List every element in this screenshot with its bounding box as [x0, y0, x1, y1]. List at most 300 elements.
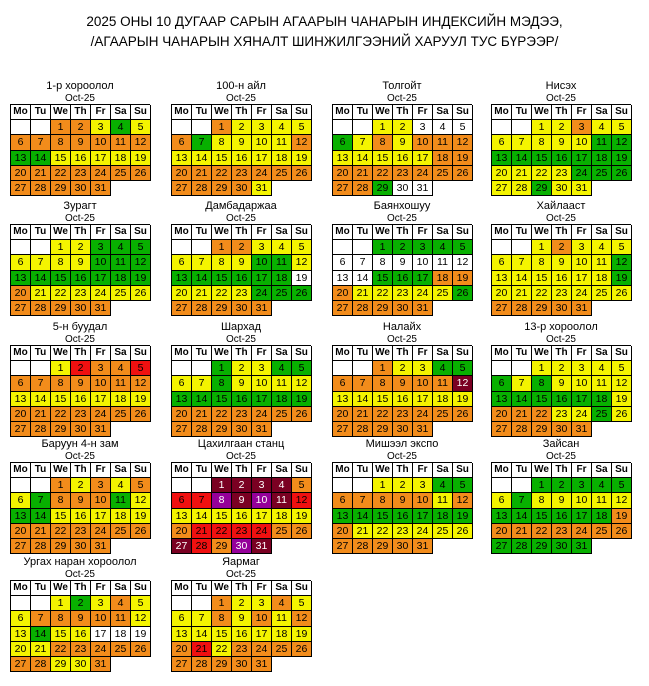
weekday-header: We [532, 463, 552, 478]
day-cell: 15 [212, 271, 232, 286]
day-cell: 1 [51, 240, 71, 255]
day-cell: 5 [292, 361, 312, 376]
day-cell: 6 [172, 611, 192, 626]
weekday-header: Tu [31, 581, 51, 596]
weekday-header: Tu [353, 105, 373, 120]
day-cell: 21 [353, 166, 373, 181]
day-cell: 14 [512, 271, 532, 286]
day-cell: 19 [453, 151, 473, 166]
calendar-grid [332, 104, 472, 196]
day-cell: 12 [612, 376, 632, 391]
station-calendar [10, 321, 150, 437]
day-cell: 22 [532, 166, 552, 181]
day-cell: 31 [572, 301, 592, 316]
day-cell: 9 [71, 376, 91, 391]
calendar-grid [491, 104, 631, 196]
day-cell: 6 [492, 135, 512, 150]
day-cell: 9 [71, 493, 91, 508]
day-cell: 6 [172, 376, 192, 391]
day-cell: 16 [552, 271, 572, 286]
empty-cell [453, 301, 473, 316]
day-cell: 30 [71, 539, 91, 554]
month-label: Oct-25 [225, 451, 256, 462]
day-cell: 12 [612, 255, 632, 270]
day-cell: 30 [232, 422, 252, 437]
weekday-header: Sa [272, 581, 292, 596]
empty-cell [131, 539, 151, 554]
weekday-header: Th [552, 463, 572, 478]
day-cell: 4 [433, 478, 453, 493]
day-cell: 5 [131, 478, 151, 493]
day-cell: 22 [51, 407, 71, 422]
day-cell: 13 [333, 392, 353, 407]
day-cell: 19 [453, 271, 473, 286]
empty-cell [172, 596, 192, 611]
station-name: Цахилгаан станц [197, 438, 285, 450]
empty-cell [353, 478, 373, 493]
month-label: Oct-25 [64, 334, 95, 345]
day-cell: 27 [333, 301, 353, 316]
day-cell: 11 [433, 135, 453, 150]
empty-cell [453, 539, 473, 554]
day-cell: 7 [512, 376, 532, 391]
day-cell: 13 [333, 509, 353, 524]
weekday-header: We [51, 463, 71, 478]
day-cell: 17 [413, 392, 433, 407]
day-cell: 14 [192, 392, 212, 407]
day-cell: 8 [212, 255, 232, 270]
day-cell: 16 [552, 509, 572, 524]
station-calendar [491, 80, 631, 196]
empty-cell [292, 301, 312, 316]
empty-cell [131, 301, 151, 316]
day-cell: 12 [292, 493, 312, 508]
day-cell: 2 [232, 120, 252, 135]
day-cell: 16 [393, 151, 413, 166]
station-name: Шархад [220, 321, 262, 333]
day-cell: 7 [353, 135, 373, 150]
weekday-header: Su [612, 346, 632, 361]
day-cell: 13 [172, 509, 192, 524]
day-cell: 7 [192, 135, 212, 150]
day-cell: 2 [552, 478, 572, 493]
weekday-header: Sa [433, 225, 453, 240]
day-cell: 4 [433, 361, 453, 376]
calendar-grid [171, 104, 311, 196]
day-cell: 20 [172, 286, 192, 301]
weekday-header: Fr [91, 105, 111, 120]
day-cell: 11 [592, 376, 612, 391]
weekday-header: Th [71, 581, 91, 596]
month-label: Oct-25 [64, 569, 95, 580]
day-cell: 27 [492, 181, 512, 196]
day-cell: 5 [612, 478, 632, 493]
weekday-header: Su [292, 105, 312, 120]
day-cell: 2 [232, 361, 252, 376]
day-cell: 16 [232, 627, 252, 642]
day-cell: 16 [232, 509, 252, 524]
day-cell: 9 [232, 493, 252, 508]
day-cell: 18 [592, 392, 612, 407]
day-cell: 26 [612, 166, 632, 181]
day-cell: 29 [373, 422, 393, 437]
day-cell: 29 [212, 181, 232, 196]
day-cell: 3 [572, 240, 592, 255]
day-cell: 30 [232, 301, 252, 316]
day-cell: 9 [393, 493, 413, 508]
day-cell: 1 [373, 120, 393, 135]
day-cell: 14 [31, 151, 51, 166]
station-calendar [491, 438, 631, 554]
day-cell: 13 [11, 627, 31, 642]
day-cell: 12 [453, 255, 473, 270]
day-cell: 6 [333, 493, 353, 508]
day-cell: 6 [333, 135, 353, 150]
day-cell: 12 [612, 135, 632, 150]
empty-cell [333, 361, 353, 376]
weekday-header: Mo [172, 225, 192, 240]
day-cell: 9 [393, 376, 413, 391]
day-cell: 14 [192, 151, 212, 166]
weekday-header: Mo [492, 105, 512, 120]
weekday-header: Tu [31, 346, 51, 361]
day-cell: 31 [572, 181, 592, 196]
day-cell: 31 [413, 301, 433, 316]
day-cell: 10 [91, 135, 111, 150]
day-cell: 25 [272, 642, 292, 657]
day-cell: 11 [592, 135, 612, 150]
weekday-header: Th [232, 225, 252, 240]
day-cell: 31 [252, 539, 272, 554]
weekday-header: Tu [192, 105, 212, 120]
day-cell: 25 [433, 524, 453, 539]
weekday-header: Fr [252, 225, 272, 240]
day-cell: 3 [91, 596, 111, 611]
day-cell: 8 [532, 135, 552, 150]
weekday-header: We [51, 225, 71, 240]
day-cell: 11 [272, 135, 292, 150]
station-name: Яармаг [222, 556, 260, 568]
day-cell: 18 [592, 271, 612, 286]
day-cell: 25 [592, 286, 612, 301]
empty-cell [433, 301, 453, 316]
calendar-grid [171, 462, 311, 554]
calendar-grid [332, 345, 472, 437]
station-calendar [491, 321, 631, 437]
day-cell: 23 [232, 407, 252, 422]
weekday-header: We [212, 463, 232, 478]
day-cell: 21 [192, 286, 212, 301]
day-cell: 24 [572, 407, 592, 422]
day-cell: 24 [252, 166, 272, 181]
day-cell: 8 [532, 376, 552, 391]
day-cell: 19 [131, 271, 151, 286]
weekday-header: Tu [512, 105, 532, 120]
day-cell: 21 [31, 166, 51, 181]
day-cell: 20 [172, 407, 192, 422]
empty-cell [172, 120, 192, 135]
weekday-header: Sa [433, 105, 453, 120]
weekday-header: Sa [592, 346, 612, 361]
day-cell: 28 [512, 422, 532, 437]
empty-cell [11, 478, 31, 493]
day-cell: 31 [252, 181, 272, 196]
station-calendar [332, 80, 472, 196]
empty-cell [592, 181, 612, 196]
day-cell: 4 [272, 240, 292, 255]
day-cell: 8 [373, 135, 393, 150]
weekday-header: Mo [333, 225, 353, 240]
day-cell: 13 [333, 151, 353, 166]
day-cell: 14 [353, 151, 373, 166]
weekday-header: We [212, 225, 232, 240]
day-cell: 11 [111, 376, 131, 391]
day-cell: 30 [393, 181, 413, 196]
weekday-header: Su [292, 225, 312, 240]
weekday-header: Sa [272, 105, 292, 120]
empty-cell [592, 301, 612, 316]
day-cell: 15 [51, 392, 71, 407]
weekday-header: Fr [252, 463, 272, 478]
day-cell: 10 [572, 255, 592, 270]
day-cell: 13 [492, 392, 512, 407]
day-cell: 2 [393, 120, 413, 135]
day-cell: 22 [532, 407, 552, 422]
day-cell: 21 [512, 524, 532, 539]
day-cell: 27 [492, 301, 512, 316]
day-cell: 12 [131, 611, 151, 626]
weekday-header: Tu [512, 463, 532, 478]
day-cell: 9 [71, 611, 91, 626]
day-cell: 14 [192, 509, 212, 524]
station-name: Мишээл экспо [365, 438, 439, 450]
day-cell: 24 [252, 407, 272, 422]
calendar-grid [10, 345, 150, 437]
calendar-grid [10, 462, 150, 554]
day-cell: 20 [492, 524, 512, 539]
day-cell: 15 [373, 151, 393, 166]
day-cell: 11 [592, 255, 612, 270]
day-cell: 13 [172, 627, 192, 642]
day-cell: 4 [272, 361, 292, 376]
day-cell: 14 [31, 509, 51, 524]
day-cell: 21 [192, 166, 212, 181]
weekday-header: Mo [11, 105, 31, 120]
day-cell: 16 [71, 509, 91, 524]
day-cell: 16 [232, 271, 252, 286]
empty-cell [433, 539, 453, 554]
day-cell: 30 [232, 539, 252, 554]
empty-cell [333, 240, 353, 255]
day-cell: 25 [433, 166, 453, 181]
empty-cell [192, 120, 212, 135]
day-cell: 23 [71, 286, 91, 301]
day-cell: 31 [91, 301, 111, 316]
day-cell: 16 [71, 151, 91, 166]
day-cell: 29 [532, 301, 552, 316]
day-cell: 1 [51, 361, 71, 376]
weekday-header: Th [393, 346, 413, 361]
day-cell: 10 [413, 255, 433, 270]
weekday-header: Fr [572, 225, 592, 240]
weekday-header: Sa [592, 225, 612, 240]
day-cell: 16 [393, 271, 413, 286]
station-calendar [332, 200, 472, 316]
day-cell: 5 [453, 240, 473, 255]
day-cell: 13 [11, 392, 31, 407]
day-cell: 11 [433, 493, 453, 508]
day-cell: 16 [71, 392, 91, 407]
day-cell: 10 [91, 611, 111, 626]
day-cell: 26 [453, 166, 473, 181]
day-cell: 15 [373, 392, 393, 407]
day-cell: 18 [592, 151, 612, 166]
day-cell: 13 [492, 151, 512, 166]
day-cell: 24 [413, 407, 433, 422]
day-cell: 8 [373, 376, 393, 391]
weekday-header: Su [292, 463, 312, 478]
day-cell: 8 [212, 493, 232, 508]
day-cell: 29 [212, 301, 232, 316]
day-cell: 26 [612, 286, 632, 301]
day-cell: 23 [232, 286, 252, 301]
day-cell: 2 [71, 596, 91, 611]
day-cell: 24 [252, 642, 272, 657]
calendar-grid [171, 580, 311, 672]
day-cell: 26 [453, 286, 473, 301]
empty-cell [31, 361, 51, 376]
day-cell: 8 [51, 611, 71, 626]
day-cell: 4 [592, 478, 612, 493]
weekday-header: Su [453, 463, 473, 478]
station-name: 5-н буудал [52, 321, 108, 333]
weekday-header: Mo [11, 581, 31, 596]
day-cell: 12 [131, 493, 151, 508]
day-cell: 17 [572, 151, 592, 166]
weekday-header: Th [232, 105, 252, 120]
day-cell: 15 [373, 509, 393, 524]
empty-cell [492, 478, 512, 493]
weekday-header: Tu [31, 463, 51, 478]
station-calendar [491, 200, 631, 316]
day-cell: 8 [373, 493, 393, 508]
day-cell: 2 [71, 240, 91, 255]
month-label: Oct-25 [386, 334, 417, 345]
weekday-header: We [373, 463, 393, 478]
day-cell: 30 [552, 181, 572, 196]
day-cell: 26 [292, 407, 312, 422]
day-cell: 23 [552, 286, 572, 301]
day-cell: 1 [532, 361, 552, 376]
day-cell: 30 [71, 422, 91, 437]
day-cell: 22 [212, 642, 232, 657]
day-cell: 30 [552, 422, 572, 437]
month-label: Oct-25 [225, 213, 256, 224]
day-cell: 17 [413, 151, 433, 166]
day-cell: 18 [272, 271, 292, 286]
day-cell: 15 [532, 509, 552, 524]
weekday-header: Fr [572, 463, 592, 478]
day-cell: 30 [393, 539, 413, 554]
weekday-header: We [212, 105, 232, 120]
day-cell: 20 [11, 286, 31, 301]
day-cell: 3 [572, 361, 592, 376]
day-cell: 30 [71, 301, 91, 316]
day-cell: 6 [492, 493, 512, 508]
day-cell: 7 [192, 611, 212, 626]
day-cell: 5 [453, 120, 473, 135]
day-cell: 2 [393, 240, 413, 255]
day-cell: 27 [333, 539, 353, 554]
day-cell: 5 [612, 120, 632, 135]
weekday-header: Fr [91, 463, 111, 478]
day-cell: 19 [612, 392, 632, 407]
day-cell: 1 [373, 361, 393, 376]
day-cell: 2 [393, 361, 413, 376]
weekday-header: Fr [413, 463, 433, 478]
weekday-header: We [51, 581, 71, 596]
empty-cell [172, 240, 192, 255]
station-calendar [171, 80, 311, 196]
calendar-grid [10, 104, 150, 196]
day-cell: 4 [433, 240, 453, 255]
day-cell: 12 [131, 135, 151, 150]
day-cell: 11 [433, 255, 453, 270]
day-cell: 8 [532, 255, 552, 270]
weekday-header: Mo [11, 225, 31, 240]
day-cell: 31 [252, 422, 272, 437]
weekday-header: Sa [433, 346, 453, 361]
calendar-grid [491, 224, 631, 316]
day-cell: 3 [91, 240, 111, 255]
day-cell: 23 [232, 524, 252, 539]
empty-cell [111, 657, 131, 672]
day-cell: 7 [192, 493, 212, 508]
weekday-header: Sa [272, 346, 292, 361]
calendar-grid [10, 580, 150, 672]
day-cell: 23 [393, 407, 413, 422]
weekday-header: Th [71, 225, 91, 240]
day-cell: 18 [111, 271, 131, 286]
weekday-header: We [373, 225, 393, 240]
day-cell: 31 [91, 181, 111, 196]
day-cell: 26 [612, 524, 632, 539]
day-cell: 8 [212, 376, 232, 391]
day-cell: 8 [212, 135, 232, 150]
day-cell: 17 [572, 271, 592, 286]
weekday-header: Fr [413, 105, 433, 120]
calendar-grid [171, 345, 311, 437]
day-cell: 17 [252, 392, 272, 407]
empty-cell [111, 181, 131, 196]
day-cell: 24 [91, 166, 111, 181]
day-cell: 17 [252, 627, 272, 642]
day-cell: 20 [11, 642, 31, 657]
weekday-header: Tu [512, 346, 532, 361]
day-cell: 26 [453, 524, 473, 539]
day-cell: 6 [333, 376, 353, 391]
empty-cell [172, 478, 192, 493]
day-cell: 13 [172, 271, 192, 286]
day-cell: 24 [252, 286, 272, 301]
day-cell: 25 [111, 286, 131, 301]
day-cell: 9 [232, 135, 252, 150]
weekday-header: We [532, 346, 552, 361]
day-cell: 28 [31, 657, 51, 672]
day-cell: 16 [393, 509, 413, 524]
day-cell: 30 [552, 301, 572, 316]
day-cell: 30 [393, 422, 413, 437]
